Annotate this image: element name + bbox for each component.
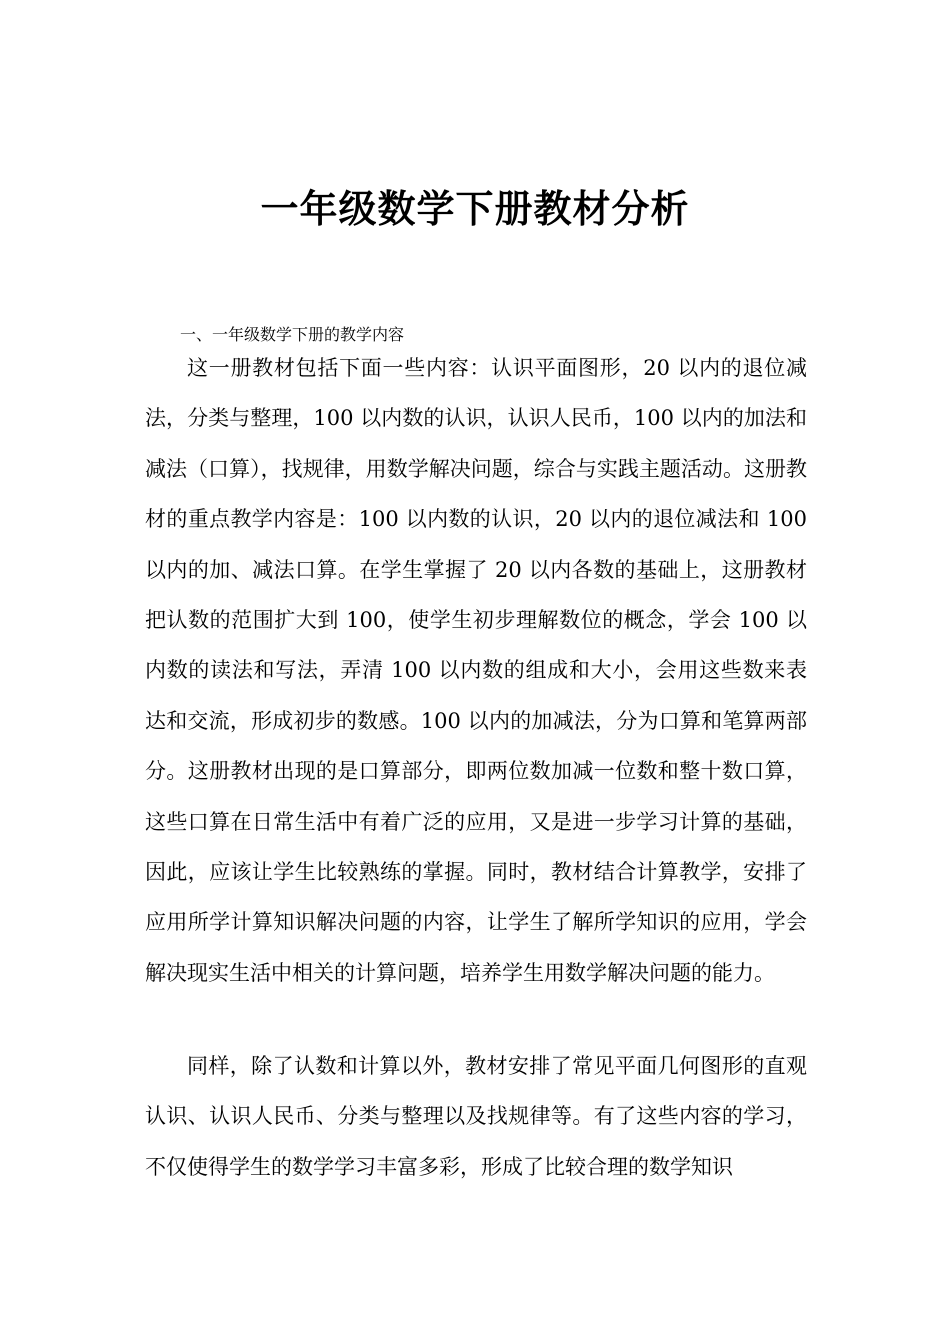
body-paragraph: 这一册教材包括下面一些内容：认识平面图形，20 以内的退位减法，分类与整理，100 以内数的认识，认识人民币，100 以内的加法和减法（口算），找规律，用数学解决问题，综合与实践主题活动。这册教材的重点教学内容是：100 以内数的认识，20 以内的退位减法和 100 以内的加、减法口算。在学生掌握了 20 以内各数的基础上，这册教材把认数的范围扩大到 100，使学生初步理解数位的概念，学会 100 以内数的读法和写法，弄清 100 以内数的组成和大小，会用这些数来表达和交流，形成初步的数感。100 以内的加减法，分为口算和笔算两部分。这册教材出现的是口算部分，即两位数加减一位数和整十数口算，这些口算在日常生活中有着广泛的应用，又是进一步学习计算的基础，因此，应该让学生比较熟练的掌握。同时，教材结合计算教学，安排了应用所学计算知识解决问题的内容，让学生了解所学知识的应用，学会解决现实生活中相关的计算问题，培养学生用数学解决问题的能力。 <box>145 356 807 985</box>
section-heading: 一、一年级数学下册的教学内容 <box>180 325 405 344</box>
body-paragraph: 同样，除了认数和计算以外，教材安排了常见平面几何图形的直观认识、认识人民币、分类与整理以及找规律等。有了这些内容的学习，不仅使得学生的数学学习丰富多彩，形成了比较合理的数学知识 <box>145 1054 807 1179</box>
document-title: 一年级数学下册教材分析 <box>260 187 690 231</box>
